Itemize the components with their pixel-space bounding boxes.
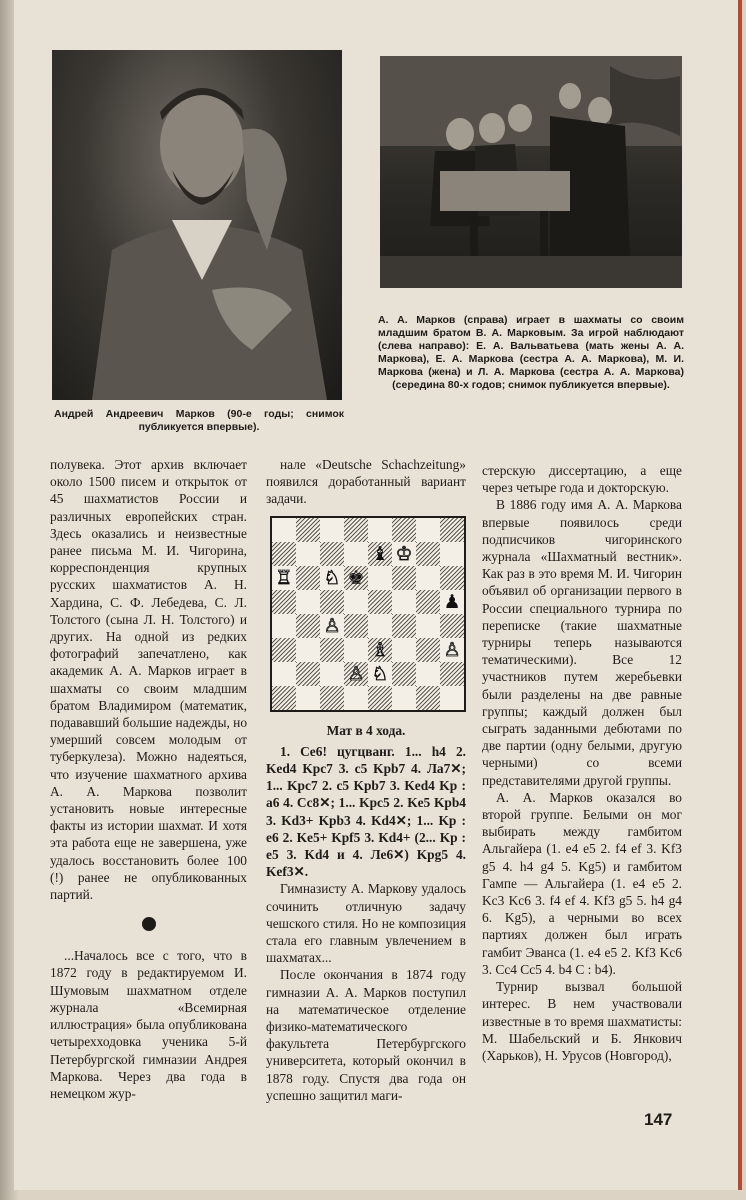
board-square [368,686,392,710]
board-square [344,638,368,662]
board-square [416,638,440,662]
board-square [272,518,296,542]
board-square [296,686,320,710]
chess-piece-d6: ♚ [347,566,365,589]
board-square [320,542,344,566]
chess-diagram [270,516,466,712]
column2-paragraph-3: После окончания в 1874 году гимназии А. А. Марков поступил на математическое отделение физико-математического факультета Петербургского университета, который окончил в 1878 году. Спустя два года он успешно защитил маги- [266,967,466,1103]
chess-piece-e2: ♘ [371,662,389,685]
board-square [344,542,368,566]
board-square [272,638,296,662]
board-square [440,518,464,542]
board-square [416,542,440,566]
board-square [272,614,296,638]
board-square [440,662,464,686]
text-column-2 [266,456,466,1104]
board-square [272,662,296,686]
board-square [344,686,368,710]
column3-paragraph-2: В 1886 году имя А. А. Маркова впервые появилось среди подписчиков чигоринского журнала «Шахматный вестник». Как раз в это время М. И. Чигорин объявил об организации первого в России специального турнира по переписке (такие шахматные турниры теперь называются тематическими). Все 12 участников путем жеребьевки были разделены на две равные группы; каждый должен был сыграть заданными дебютами по две партии (одну белыми, другую черными) со всеми представителями другой группы. [482,497,682,788]
board-square [416,590,440,614]
board-square [416,662,440,686]
column3-paragraph-4: Турнир вызвал большой интерес. В нем участвовали известные в то время шахматисты: М. Шабельский и Б. Янкович (Харьков), Н. Урусов (Новгород), [482,979,682,1063]
problem-title: Мат в 4 хода. [326,722,406,738]
column2-paragraph-2: Гимназисту А. Маркову удалось сочинить отличную задачу чешского стиля. Но не композиция стала его главным увлечением в шахматах... [266,881,466,966]
section-bullet [142,917,156,931]
column3-paragraph-3: А. А. Марков оказался во второй группе. Белыми он мог выбирать между гамбитом Альгайера (1. e4 e5 2. f4 ef 3. Kf3 g5 4. h4 g4 5. Kg5) и гамбитом Гампе — Альгайера (1. e4 e5 2. Kc3 Kc6 3. f4 ef 4. Kf3 g5 5. h4 g4 6. Kg5), а черными во всех партиях должен был играть гамбит Эванса (1. e4 e5 2. Kf3 Kc6 3. Cc4 Cc5 4. b4 C : b4). [482,789,682,977]
board-square [344,518,368,542]
board-square [416,614,440,638]
board-square [392,518,416,542]
board-square [416,686,440,710]
chess-piece-e3: ♗ [371,638,389,661]
portrait-caption: Андрей Андреевич Марков (90-е годы; снимок публикуется впервые). [54,408,344,433]
board-square [416,566,440,590]
board-square [368,614,392,638]
column2-paragraph-1: нале «Deutsche Schachzeitung» появился доработанный вариант задачи. [266,457,466,507]
board-square [392,566,416,590]
board-square [344,614,368,638]
board-square [344,590,368,614]
chess-piece-c4: ♙ [323,614,341,637]
board-square [320,662,344,686]
board-square [320,686,344,710]
board-square [392,614,416,638]
page-number: 147 [644,1110,673,1129]
chess-piece-a6: ♖ [275,566,293,589]
board-square [392,686,416,710]
board-square [272,542,296,566]
board-square [392,638,416,662]
board-square [320,590,344,614]
solution-moves: 1. Ce6! цугцванг. 1... h4 2. Ked4 Kpc7 3. c5 Kpb7 4. Ла7✕; 1... Kpc7 2. c5 Kpb7 3. Ked4 Kp : a6 4. Cc8✕; 1... Kpc5 2. Ke5 Kpb4 3. Kd3+ Kpb3 4. Kd4✕; 1... Kp : e6 2. Ke5+ Kpf5 3. Kd4+ (2... Kp : e5 3. Kd4 и 4. Ле6✕) Kpg5 4. Kef3✕. [266,743,466,880]
board-square [368,566,392,590]
board-square [296,662,320,686]
board-square [296,566,320,590]
board-square [368,590,392,614]
column1-paragraph-1: полувека. Этот архив включает около 1500 писем и открыток от 45 шахматистов России и различных европейских стран. Здесь оказались и неизвестные ранее письма М. И. Чигорина, корреспонденция крупных русских шахматистов А. Н. Хардина, С. Ф. Лебедева, С. Л. Толстого (сына Л. Н. Толстого) и других. На одной из редких фотографий запечатлено, как академик А. А. Марков играет в шахматы со своим младшим братом Владимиром (математик, подававший большие надежды, но умерший совсем молодым от туберкулеза). Можно надеяться, что изучение шахматного архива А. А. Маркова позволит установить новые интересные факты из истории шахмат. И хотя эта работа еще не завершена, уже удалось восстановить более 100 (!) ранее не опубликованных партий. [50,457,248,903]
board-square [368,518,392,542]
board-square [296,590,320,614]
column1-paragraph-2: ...Началось все с того, что в 1872 году в редактируемом И. Шумовым шахматном отделе журнала «Всемирная иллюстрация» была опубликована четырехходовка ученика 5-й Петербургской гимназии Андрея Маркова. Через два года в немецком жур- [50,948,247,1101]
chess-piece-h3: ♙ [443,638,461,661]
chess-piece-h5: ♟ [443,590,461,613]
chess-piece-e7: ♝ [371,542,389,565]
column3-paragraph-1: стерскую диссертацию, а еще через четыре года и докторскую. [482,463,682,496]
board-square [392,662,416,686]
board-square [320,638,344,662]
portrait-photo [52,50,342,400]
board-square [296,614,320,638]
board-square [440,542,464,566]
chess-piece-f7: ♔ [395,542,413,565]
board-square [272,686,296,710]
text-column-1 [50,456,247,1102]
text-column-3 [482,462,682,1064]
board-square [296,518,320,542]
board-square [416,518,440,542]
board-square [392,590,416,614]
board-square [272,590,296,614]
board-square [296,638,320,662]
board-square [440,686,464,710]
board-square [320,518,344,542]
board-square [440,614,464,638]
board-square [296,542,320,566]
chess-piece-d2: ♙ [347,662,365,685]
family-chess-photo [380,56,682,288]
chess-piece-c6: ♘ [323,566,341,589]
family-photo-caption: А. А. Марков (справа) играет в шахматы со своим младшим братом В. А. Марковым. За игрой наблюдают (слева направо): Е. А. Вальватьева (мать жены А. А. Маркова), Е. А. Маркова (сестра А. А. Маркова), М. И. Маркова (жена) и Л. А. Маркова (сестра А. А. Маркова) (середина 80-х годов; снимок публикуется впервые). [378,314,684,391]
board-square [440,566,464,590]
